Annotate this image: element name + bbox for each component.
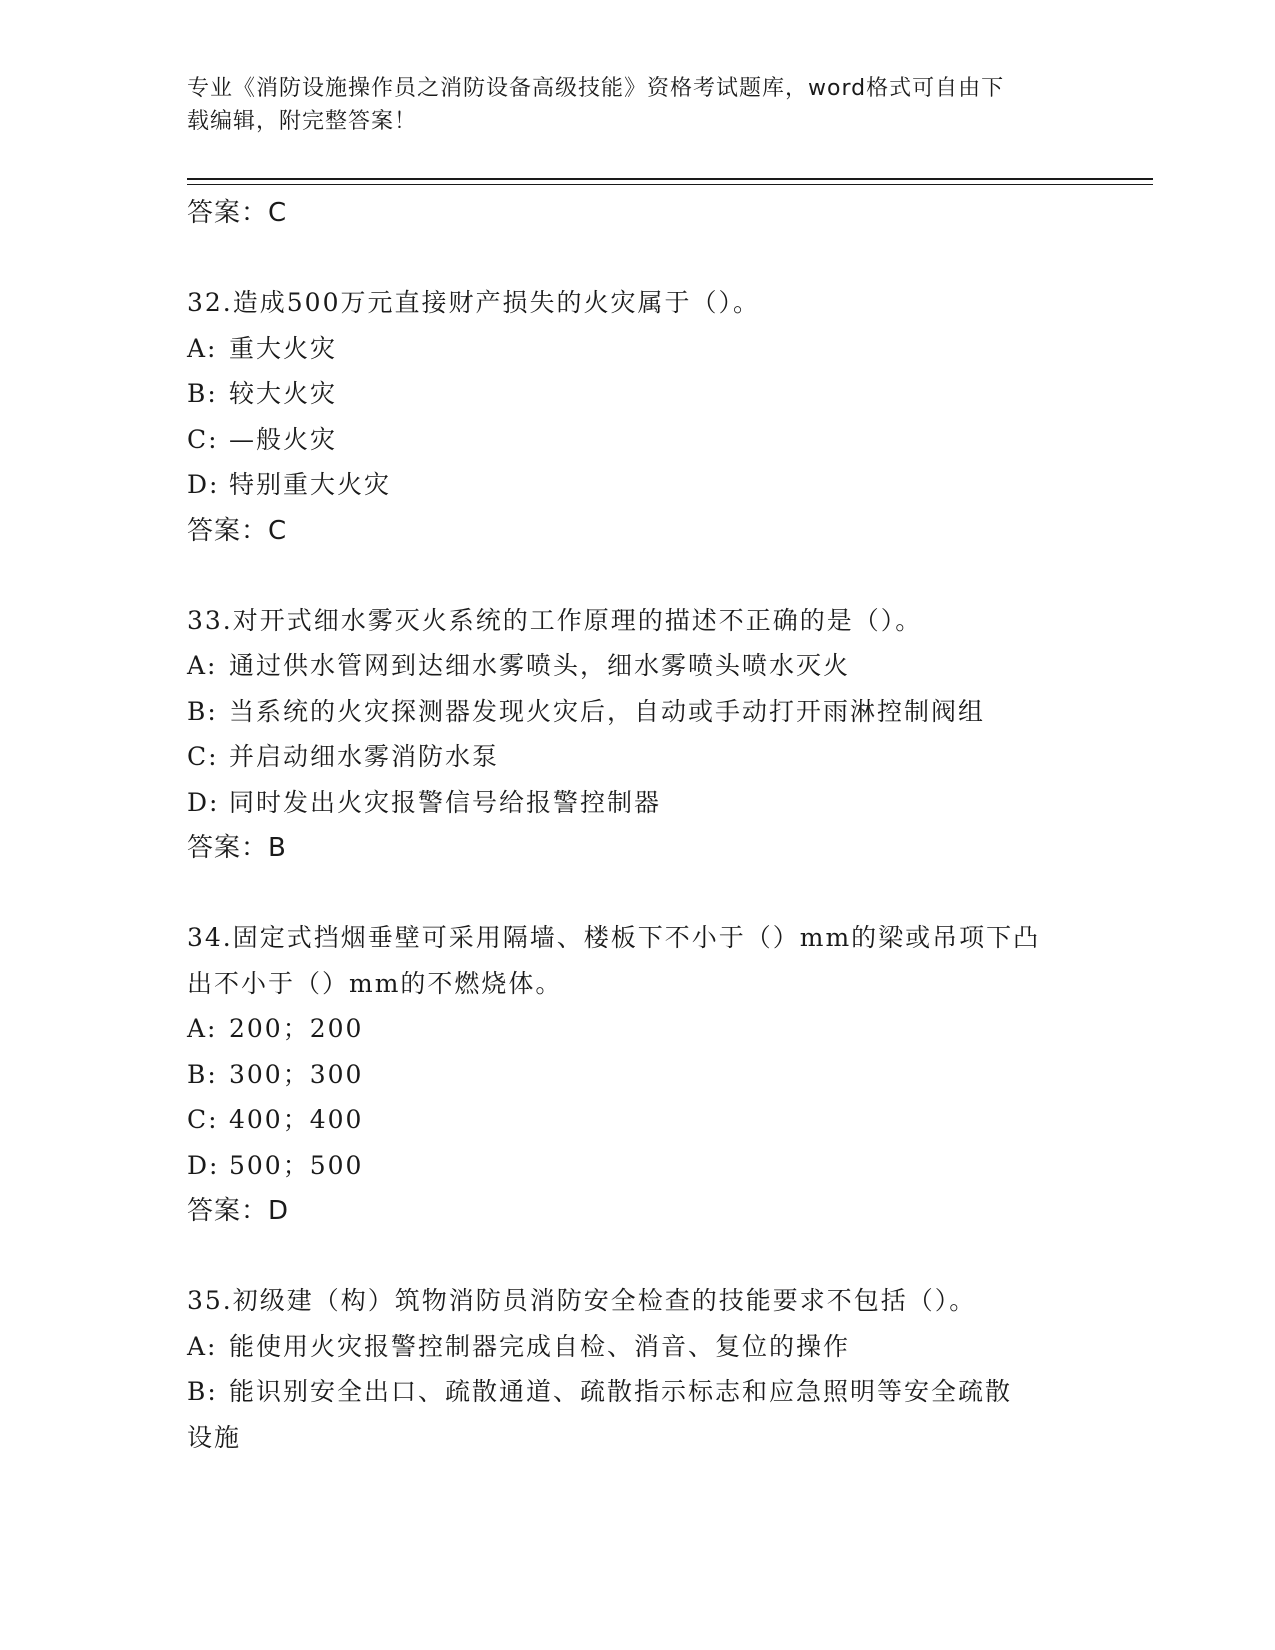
option-text: 200；200	[229, 1014, 364, 1043]
question-33-option-b	[187, 689, 1087, 735]
answer-31: 答案：C	[187, 198, 288, 228]
option-text: 特别重大火灾	[229, 470, 392, 499]
option-key: A:	[187, 651, 218, 680]
option-text: —般火灾	[229, 424, 338, 454]
question-35-option-b	[187, 1369, 1087, 1415]
question-34-text-line-1: 34.固定式挡烟垂壁可采用隔墙、楼板下不小于（）mm的梁或吊项下凸	[187, 923, 1041, 952]
answer-33: 答案：B	[187, 833, 287, 863]
option-key: A:	[187, 1331, 218, 1361]
question-33-option-d	[187, 780, 1087, 826]
option-text: 300；300	[229, 1059, 364, 1089]
option-key: B:	[187, 1059, 218, 1089]
question-32-option-a	[187, 326, 1087, 372]
question-33	[187, 598, 1087, 872]
question-33-option-a	[187, 643, 1087, 689]
option-key: B:	[187, 379, 218, 408]
spacer	[187, 1234, 1087, 1278]
spacer	[187, 871, 1087, 915]
option-key: B:	[187, 696, 218, 726]
option-key: A:	[187, 1014, 218, 1043]
option-text: 当系统的火灾探测器发现火灾后，自动或手动打开雨淋控制阀组	[229, 696, 986, 726]
question-35-option-b-continuation: 设施	[187, 1422, 242, 1452]
option-text: 能使用火灾报警控制器完成自检、消音、复位的操作	[229, 1331, 851, 1361]
header-divider-thin	[187, 184, 1153, 185]
question-33-option-c	[187, 734, 1087, 780]
option-key: A:	[187, 333, 218, 363]
question-33-text: 33.对开式细水雾灭火系统的工作原理的描述不正确的是（）。	[187, 605, 923, 635]
option-key: D:	[187, 787, 220, 817]
option-key: C:	[187, 742, 219, 771]
header-divider-thick	[187, 178, 1153, 180]
spacer	[187, 236, 1087, 280]
header-line-2: 载编辑，附完整答案！	[187, 109, 418, 134]
header-line-1: 专业《消防设施操作员之消防设备高级技能》资格考试题库，word格式可自由下	[187, 76, 1005, 101]
question-34-option-a	[187, 1006, 1087, 1052]
option-text: 能识别安全出口、疏散通道、疏散指示标志和应急照明等安全疏散	[229, 1377, 1013, 1406]
option-text: 同时发出火灾报警信号给报警控制器	[229, 787, 662, 817]
option-key: C:	[187, 1105, 219, 1134]
option-key: B:	[187, 1377, 218, 1406]
option-key: C:	[187, 424, 219, 454]
option-text: 500；500	[229, 1150, 364, 1180]
option-text: 400；400	[229, 1105, 364, 1134]
question-35	[187, 1278, 1087, 1460]
option-key: D:	[187, 1150, 220, 1180]
question-34-text-line-2: 出不小于（）mm的不燃烧体。	[187, 968, 563, 998]
question-32-option-b	[187, 371, 1087, 417]
question-34-option-d	[187, 1143, 1087, 1189]
question-32-option-c	[187, 417, 1087, 463]
option-text: 重大火灾	[229, 333, 338, 363]
document-header	[187, 72, 1067, 138]
option-text: 较大火灾	[229, 379, 338, 408]
question-35-option-a	[187, 1324, 1087, 1370]
question-content	[187, 190, 1087, 1460]
question-34-option-b	[187, 1052, 1087, 1098]
question-32-option-d	[187, 462, 1087, 508]
option-text: 并启动细水雾消防水泵	[229, 742, 500, 771]
answer-32: 答案：C	[187, 515, 288, 546]
question-34-option-c	[187, 1097, 1087, 1143]
answer-34: 答案：D	[187, 1196, 290, 1226]
question-32-text: 32.造成500万元直接财产损失的火灾属于（）。	[187, 288, 760, 317]
question-32	[187, 280, 1087, 554]
question-34	[187, 915, 1087, 1234]
spacer	[187, 554, 1087, 598]
option-text: 通过供水管网到达细水雾喷头，细水雾喷头喷水灭火	[229, 651, 851, 680]
question-35-text: 35.初级建（构）筑物消防员消防安全检查的技能要求不包括（）。	[187, 1286, 977, 1315]
option-key: D:	[187, 470, 220, 499]
